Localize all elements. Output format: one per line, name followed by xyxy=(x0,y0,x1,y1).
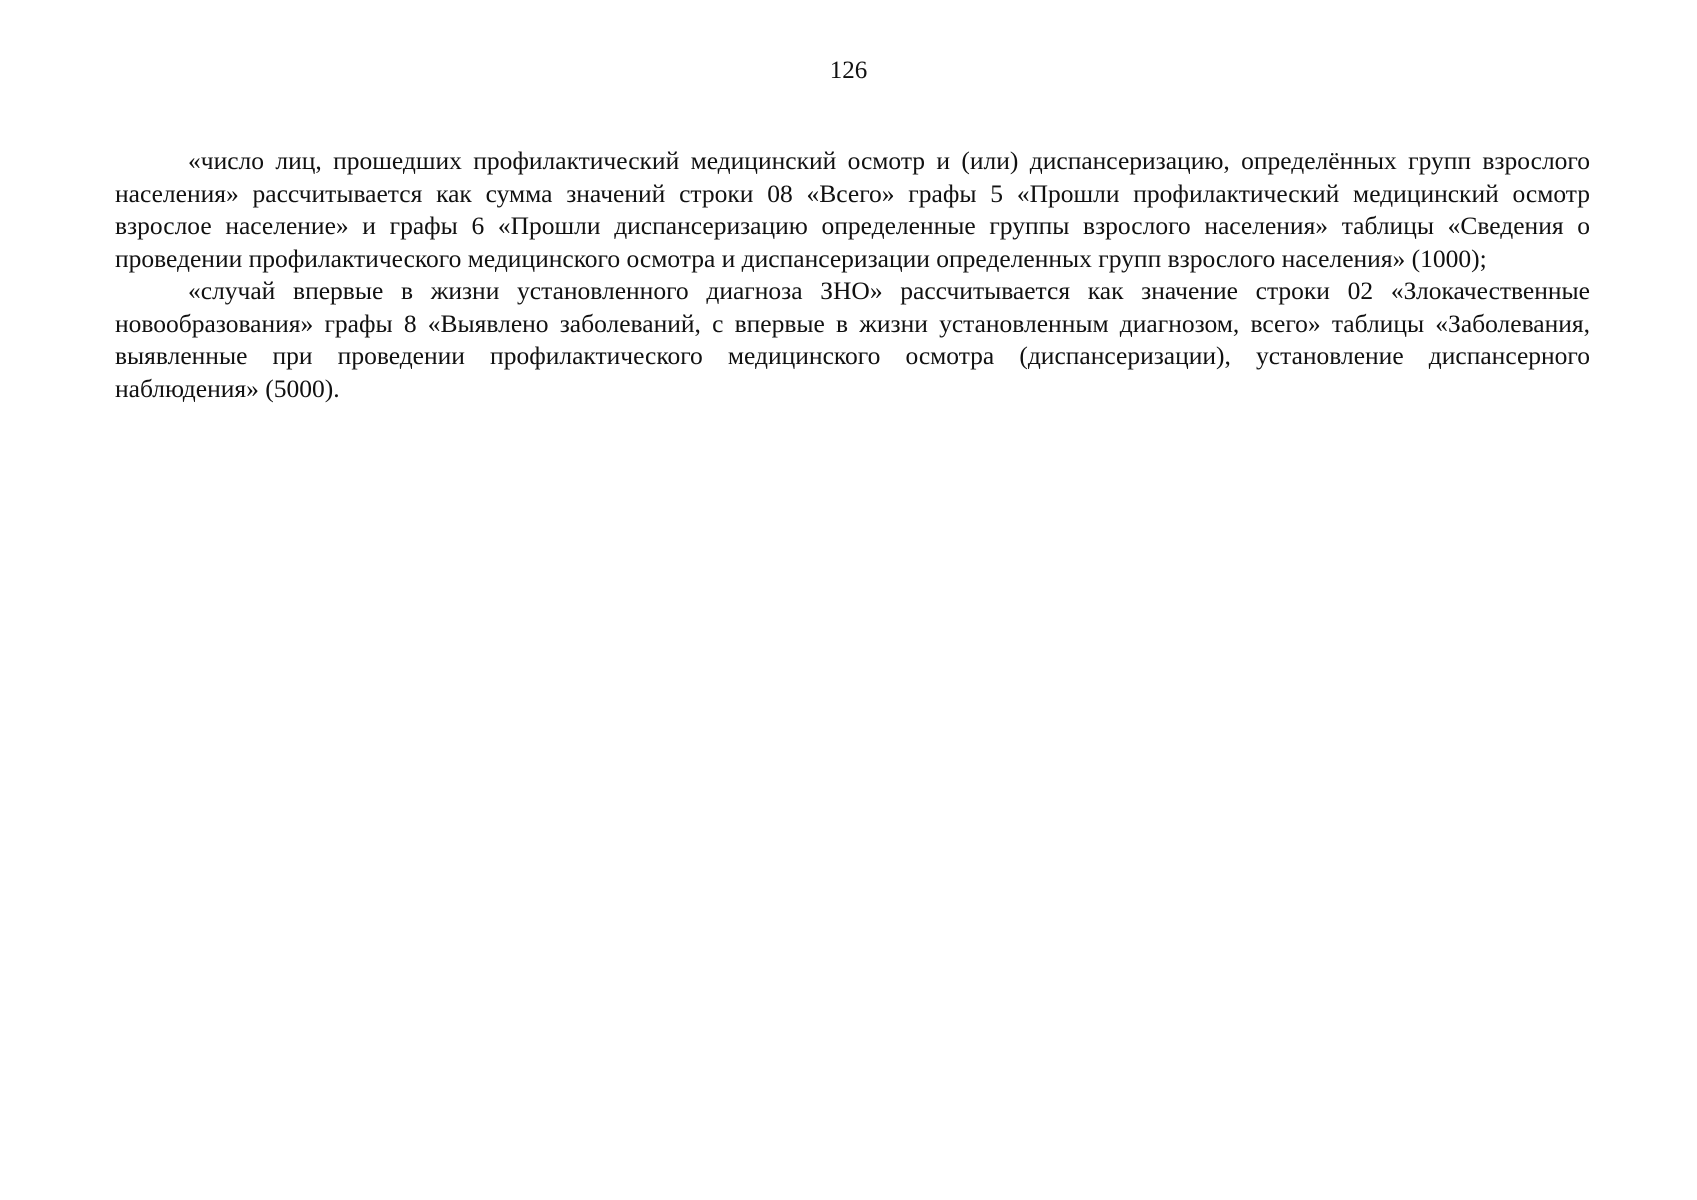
document-body xyxy=(115,145,1590,405)
page-number: 126 xyxy=(829,57,868,84)
paragraph-cancer-diagnosis: «случай впервые в жизни установленного диагноза ЗНО» рассчитывается как значение строки 02 «Злокачественные новообразования» графы 8 «Выявлено заболеваний, с впервые в жизни установленным диагнозом, всего» таблицы «Заболевания, выявленные при проведении профилактического медицинского осмотра (диспансеризации), установление диспансерного наблюдения» (5000). xyxy=(115,276,1590,403)
paragraph-screening-count: «число лиц, прошедших профилактический медицинский осмотр и (или) диспансеризацию, определённых групп взрослого населения» рассчитывается как сумма значений строки 08 «Всего» графы 5 «Прошли профилактический медицинский осмотр взрослое население» и графы 6 «Прошли диспансеризацию определенные группы взрослого населения» таблицы «Сведения о проведении профилактического медицинского осмотра и диспансеризации определенных групп взрослого населения» (1000); xyxy=(115,146,1590,273)
